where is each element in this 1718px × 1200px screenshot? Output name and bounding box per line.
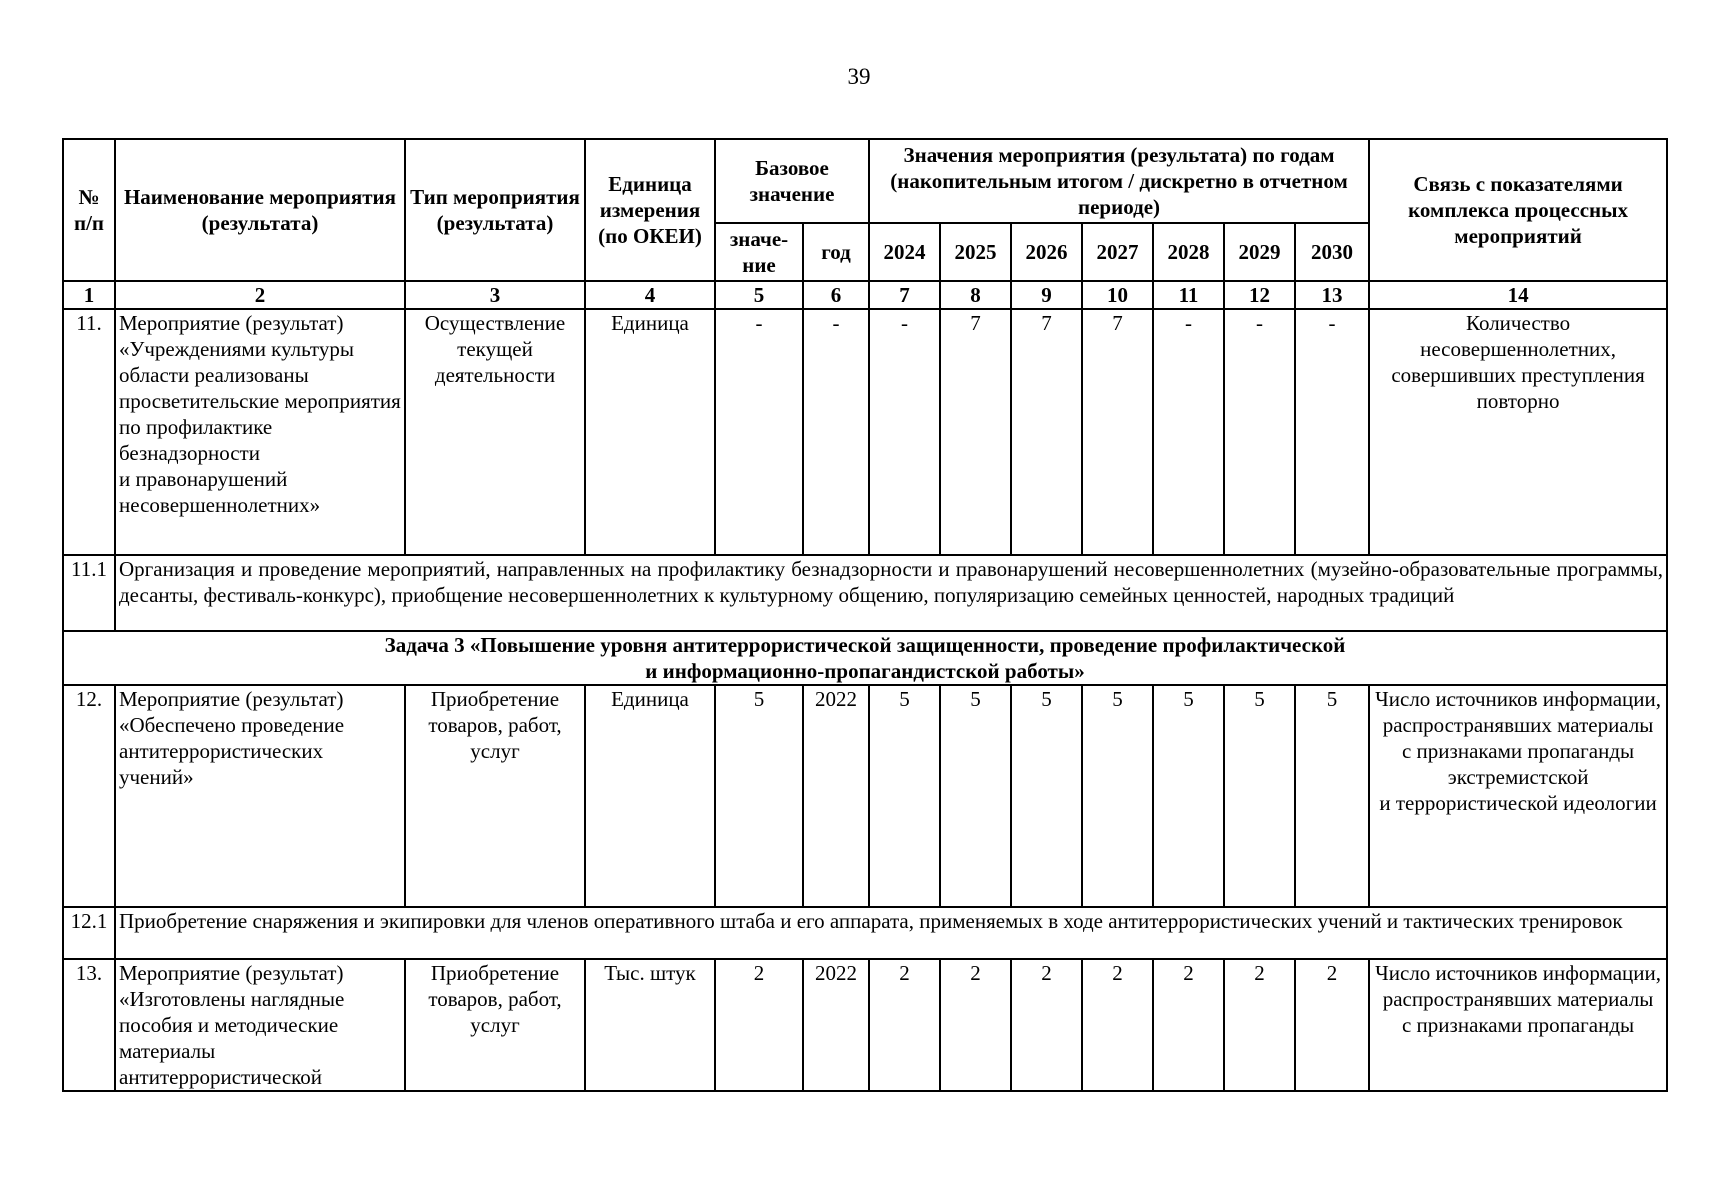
column-number: 1 (63, 281, 115, 309)
row-value-2028: - (1153, 309, 1224, 555)
header-link: Связь с показателями комплекса процессных мероприятий (1369, 139, 1667, 281)
row-type: Осуществление текущей деятельности (405, 309, 585, 555)
row-value-2025: 7 (940, 309, 1011, 555)
row-value-2029: - (1224, 309, 1295, 555)
row-num: 11.1 (63, 555, 115, 631)
row-value-2030: 5 (1295, 685, 1369, 907)
column-numbers-row (63, 281, 1667, 309)
row-link: Число источников информации, распространявших материалы с признаками пропаганды (1369, 959, 1667, 1091)
row-value-2029: 2 (1224, 959, 1295, 1091)
header-base: Базовое значение (715, 139, 869, 223)
column-number: 2 (115, 281, 405, 309)
table-row-11 (63, 309, 1667, 555)
column-number: 9 (1011, 281, 1082, 309)
column-number: 3 (405, 281, 585, 309)
column-number: 4 (585, 281, 715, 309)
header-unit: Единица измерения (по ОКЕИ) (585, 139, 715, 281)
row-link: Количество несовершеннолетних, совершивших преступления повторно (1369, 309, 1667, 555)
row-value-2027: 5 (1082, 685, 1153, 907)
row-description: Приобретение снаряжения и экипировки для членов оперативного штаба и его аппарата, применяемых в ходе антитеррористических учений и тактических тренировок (115, 907, 1667, 959)
row-name: Мероприятие (результат) «Изготовлены наглядные пособия и методические материалы антитеррористической (115, 959, 405, 1091)
header-name: Наименование мероприятия (результата) (115, 139, 405, 281)
table-row-11-1 (63, 555, 1667, 631)
header-row-1 (63, 139, 1667, 223)
column-number: 13 (1295, 281, 1369, 309)
page-number: 39 (847, 64, 871, 89)
row-name: Мероприятие (результат) «Учреждениями культуры области реализованы просветительские мероприятия по профилактике безнадзорности и правонарушений несовершеннолетних» (115, 309, 405, 555)
row-value-2027: 2 (1082, 959, 1153, 1091)
row-unit: Тыс. штук (585, 959, 715, 1091)
header-year-2028: 2028 (1153, 223, 1224, 281)
header-type: Тип мероприятия (результата) (405, 139, 585, 281)
row-base-value: 2 (715, 959, 803, 1091)
header-year-2026: 2026 (1011, 223, 1082, 281)
row-value-2026: 7 (1011, 309, 1082, 555)
column-number: 6 (803, 281, 869, 309)
table-row-12-1 (63, 907, 1667, 959)
row-value-2030: 2 (1295, 959, 1369, 1091)
column-number: 11 (1153, 281, 1224, 309)
header-year-2030: 2030 (1295, 223, 1369, 281)
row-value-2024: 2 (869, 959, 940, 1091)
column-number: 7 (869, 281, 940, 309)
row-value-2026: 2 (1011, 959, 1082, 1091)
task-row (63, 631, 1667, 685)
row-value-2030: - (1295, 309, 1369, 555)
row-description: Организация и проведение мероприятий, направленных на профилактику безнадзорности и правонарушений несовершеннолетних (музейно-образовательные программы, десанты, фестиваль-конкурс), приобщение несовершеннолетних к культурному общению, популяризацию семейных ценностей, народных традиций (115, 555, 1667, 631)
row-num: 11. (63, 309, 115, 555)
column-number: 12 (1224, 281, 1295, 309)
header-base-value: значе- ние (715, 223, 803, 281)
row-num: 12.1 (63, 907, 115, 959)
column-number: 10 (1082, 281, 1153, 309)
row-unit: Единица (585, 309, 715, 555)
row-base-value: 5 (715, 685, 803, 907)
table-row-13 (63, 959, 1667, 1091)
header-year-2029: 2029 (1224, 223, 1295, 281)
row-num: 13. (63, 959, 115, 1091)
header-year-2027: 2027 (1082, 223, 1153, 281)
column-number: 8 (940, 281, 1011, 309)
row-base-value: - (715, 309, 803, 555)
activities-table (62, 138, 1668, 1092)
row-link: Число источников информации, распространявших материалы с признаками пропаганды экстремистской и террористической идеологии (1369, 685, 1667, 907)
row-value-2025: 2 (940, 959, 1011, 1091)
task-title: Задача 3 «Повышение уровня антитеррористической защищенности, проведение профилактической и информационно-пропагандистской работы» (63, 631, 1667, 685)
table-row-12 (63, 685, 1667, 907)
row-unit: Единица (585, 685, 715, 907)
row-num: 12. (63, 685, 115, 907)
row-value-2028: 5 (1153, 685, 1224, 907)
row-type: Приобретение товаров, работ, услуг (405, 685, 585, 907)
header-year-2025: 2025 (940, 223, 1011, 281)
row-value-2025: 5 (940, 685, 1011, 907)
row-value-2026: 5 (1011, 685, 1082, 907)
header-base-year: год (803, 223, 869, 281)
header-num: № п/п (63, 139, 115, 281)
header-values-by-year: Значения мероприятия (результата) по годам (накопительным итогом / дискретно в отчетном периоде) (869, 139, 1369, 223)
row-value-2029: 5 (1224, 685, 1295, 907)
row-base-year: - (803, 309, 869, 555)
row-value-2028: 2 (1153, 959, 1224, 1091)
row-base-year: 2022 (803, 959, 869, 1091)
row-name: Мероприятие (результат) «Обеспечено проведение антитеррористических учений» (115, 685, 405, 907)
header-year-2024: 2024 (869, 223, 940, 281)
row-value-2024: - (869, 309, 940, 555)
row-value-2024: 5 (869, 685, 940, 907)
row-base-year: 2022 (803, 685, 869, 907)
row-value-2027: 7 (1082, 309, 1153, 555)
column-number: 5 (715, 281, 803, 309)
column-number: 14 (1369, 281, 1667, 309)
row-type: Приобретение товаров, работ, услуг (405, 959, 585, 1091)
